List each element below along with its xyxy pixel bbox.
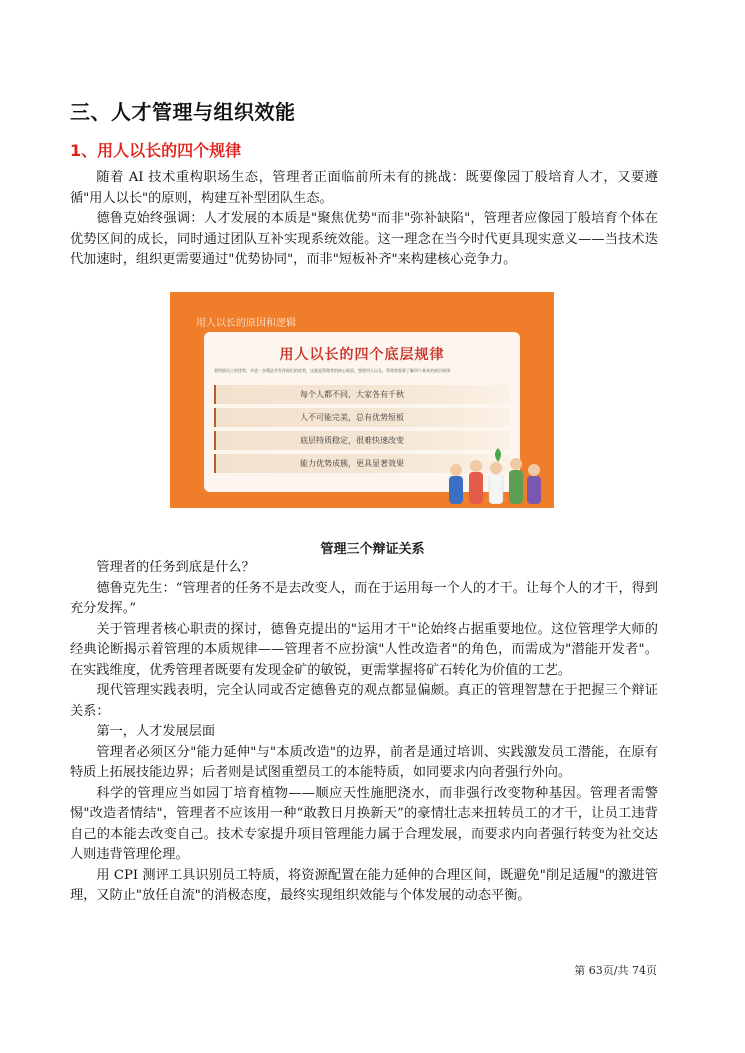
people-illustration — [438, 444, 548, 504]
paragraph: 第一，人才发展层面 — [96, 724, 216, 739]
figure-row-text: 人不可能完美，总有优势短板 — [300, 413, 404, 422]
figure-four-laws — [170, 292, 554, 508]
subsection-title: 1、用人以长的四个规律 — [70, 141, 242, 160]
main-text — [70, 558, 658, 907]
figure-header: 用人以长的原因和逻辑 — [196, 318, 296, 329]
paragraph: 管理者必须区分"能力延伸"与"本质改造"的边界，前者是通过培训、实践激发员工潜能，在原有特质上拓展技能边界；后者则是试图重塑员工的本能特质，如同要求内向者强行外向。 — [70, 744, 658, 780]
figure-row-text: 每个人都不同，大家各有千秋 — [300, 390, 404, 399]
figure-row-text: 底层特质稳定，很难快速改变 — [300, 436, 404, 445]
figure-row-text: 能力优势成簇，更具显著效果 — [300, 459, 404, 468]
figure-caption: 管理三个辩证关系 — [320, 542, 425, 557]
figure-row — [214, 408, 510, 427]
paragraph: 德鲁克始终强调：人才发展的本质是"聚焦优势"而非"弥补缺陷"，管理者应像园丁般培育个体在优势区间的成长，同时通过团队互补实现系统效能。这一理念在当今时代更具现实意义——当技术迭代加速时，组织更需要通过"优势协同"，而非"短板补齐"来构建核心竞争力。 — [70, 211, 658, 267]
page-number: 第 63页/共 74页 — [574, 964, 657, 977]
paragraph: 关于管理者核心职责的探讨，德鲁克提出的"运用才干"论始终占据重要地位。这位管理学大师的经典论断揭示着管理的本质规律——管理者不应扮演"人性改造者"的角色，而需成为"潜能开发者"。在实践维度，优秀管理者既要有发现金矿的敏锐，更需掌握将矿石转化为价值的工艺。 — [70, 621, 658, 678]
intro-text — [70, 168, 658, 271]
figure-row — [214, 385, 510, 404]
paragraph: 随着 AI 技术重构职场生态，管理者正面临前所未有的挑战：既要像园丁般培育人才，又要遵循"用人以长"的原则，构建互补型团队生态。 — [70, 170, 658, 206]
paragraph: 管理者的任务到底是什么？ — [96, 560, 255, 575]
paragraph: 用 CPI 测评工具识别员工特质，将资源配置在能力延伸的合理区间，既避免"削足适履"的激进管理，又防止"放任自流"的消极态度，最终实现组织效能与个体发展的动态平衡。 — [70, 867, 658, 903]
paragraph: 现代管理实践表明，完全认同或否定德鲁克的观点都显偏颇。真正的管理智慧在于把握三个辩证关系： — [70, 683, 658, 719]
figure-title: 用人以长的四个底层规律 — [279, 347, 445, 363]
paragraph: 德鲁克先生：“管理者的任务不是去改变人，而在于运用每一个人的才干。让每个人的才干，得到充分发挥。” — [70, 580, 658, 616]
figure-description: 要找到员工的优势，并进一步塑造并发挥他们的优势，这就是管理者的核心职责。想要用人以长，管理者需要了解四个基本的底层规律： — [214, 368, 454, 373]
paragraph: 科学的管理应当如园丁培育植物——顺应天性施肥浇水，而非强行改变物种基因。管理者需警惕"改造者情结"，管理者不应该用一种“敢教日月换新天”的豪情壮志来扭转员工的才干，让员工违背自己的本能去改变自己。技术专家提升项目管理能力属于合理发展，而要求内向者强行转变为社交达人则违背管理伦理。 — [70, 785, 658, 862]
section-title: 三、人才管理与组织效能 — [70, 100, 296, 124]
